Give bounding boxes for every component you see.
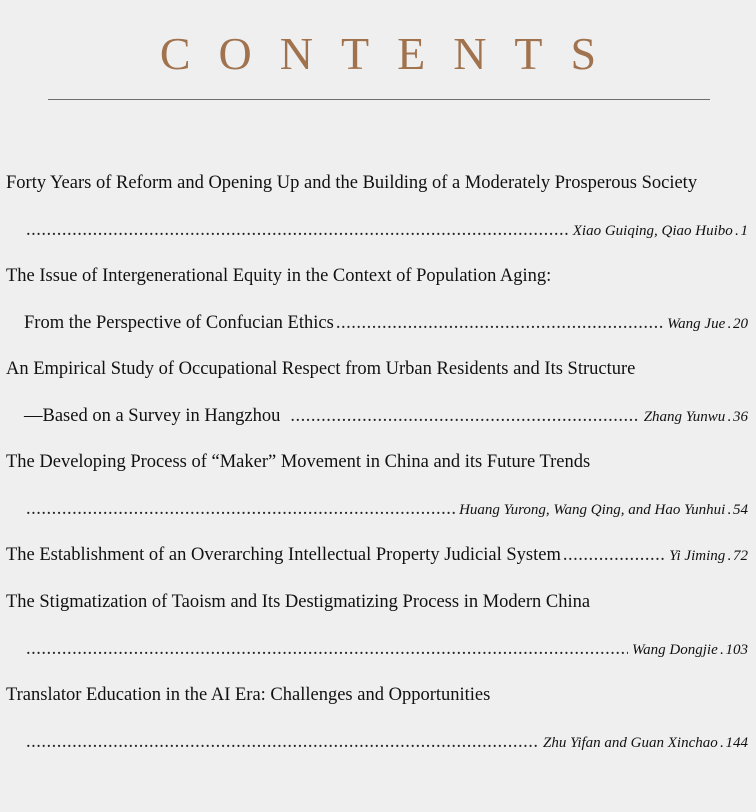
toc-entry-page: 144 xyxy=(725,735,748,751)
toc-entry-continuation: The Establishment of an Overarching Intellectual Property Judicial System xyxy=(6,545,561,565)
toc-entry-page: 20 xyxy=(733,316,748,332)
toc-entry-authors: Zhu Yifan and Guan Xinchao xyxy=(543,735,718,751)
dot-leader xyxy=(290,401,639,431)
toc-entry-byline[interactable]: ..... Xiao Guiqing, Qiao Huibo . 1 xyxy=(24,215,748,245)
toc-entry-byline[interactable]: ..... Zhu Yifan and Guan Xinchao . 144 xyxy=(24,727,748,757)
toc-entry-byline[interactable]: —Based on a Survey in Hangzhou ..... Zhang Yunwu . 36 xyxy=(24,401,748,431)
toc-entry-page: 103 xyxy=(725,642,748,658)
toc-entry-continuation: From the Perspective of Confucian Ethics xyxy=(24,313,334,333)
toc-entry-title[interactable]: Translator Education in the AI Era: Challenges and Opportunities xyxy=(6,685,491,705)
toc-entry-byline[interactable]: From the Perspective of Confucian Ethics ..... Wang Jue . 20 xyxy=(24,308,748,338)
contents-heading: CONTENTS xyxy=(159,28,625,79)
toc-entry-title[interactable]: The Stigmatization of Taoism and Its Destigmatizing Process in Modern China xyxy=(6,592,591,612)
heading-divider xyxy=(48,99,710,100)
toc-entry-authors: Wang Jue xyxy=(667,316,726,332)
dot-leader xyxy=(563,540,665,570)
toc-entry-page: 1 xyxy=(740,223,748,239)
toc-entry-page: 72 xyxy=(733,548,748,564)
toc-entry-title[interactable]: An Empirical Study of Occupational Respect from Urban Residents and Its Structure xyxy=(6,359,636,379)
toc-entry-authors: Yi Jiming xyxy=(669,548,726,564)
dot-leader xyxy=(26,727,539,757)
dot-leader xyxy=(336,308,663,338)
toc-entry-authors: Zhang Yunwu xyxy=(643,409,726,425)
toc-entry-authors: Huang Yurong, Wang Qing, and Hao Yunhui xyxy=(459,502,726,518)
toc-entry-title[interactable]: The Issue of Intergenerational Equity in the Context of Population Aging: xyxy=(6,266,552,286)
toc-entry-authors: Wang Dongjie xyxy=(632,642,718,658)
dot-leader xyxy=(26,215,569,245)
toc-entry-byline[interactable]: ..... Wang Dongjie . 103 xyxy=(24,634,748,664)
dot-leader xyxy=(26,634,628,664)
toc-entry-page: 36 xyxy=(733,409,748,425)
toc-entry-title[interactable]: The Developing Process of “Maker” Movement in China and its Future Trends xyxy=(6,452,591,472)
toc-entry-title[interactable]: Forty Years of Reform and Opening Up and the Building of a Moderately Prosperous Society xyxy=(6,173,698,193)
toc-entry-authors: Xiao Guiqing, Qiao Huibo xyxy=(572,223,733,239)
dot-leader xyxy=(26,494,455,524)
toc-entry-continuation: —Based on a Survey in Hangzhou xyxy=(24,406,281,426)
toc-entry-page: 54 xyxy=(733,502,748,518)
toc-entry-byline[interactable]: ..... Huang Yurong, Wang Qing, and Hao Yunhui . 54 xyxy=(24,494,748,524)
toc-entry-byline[interactable]: The Establishment of an Overarching Intellectual Property Judicial System ..... Yi Jiming . 72 xyxy=(6,540,748,570)
